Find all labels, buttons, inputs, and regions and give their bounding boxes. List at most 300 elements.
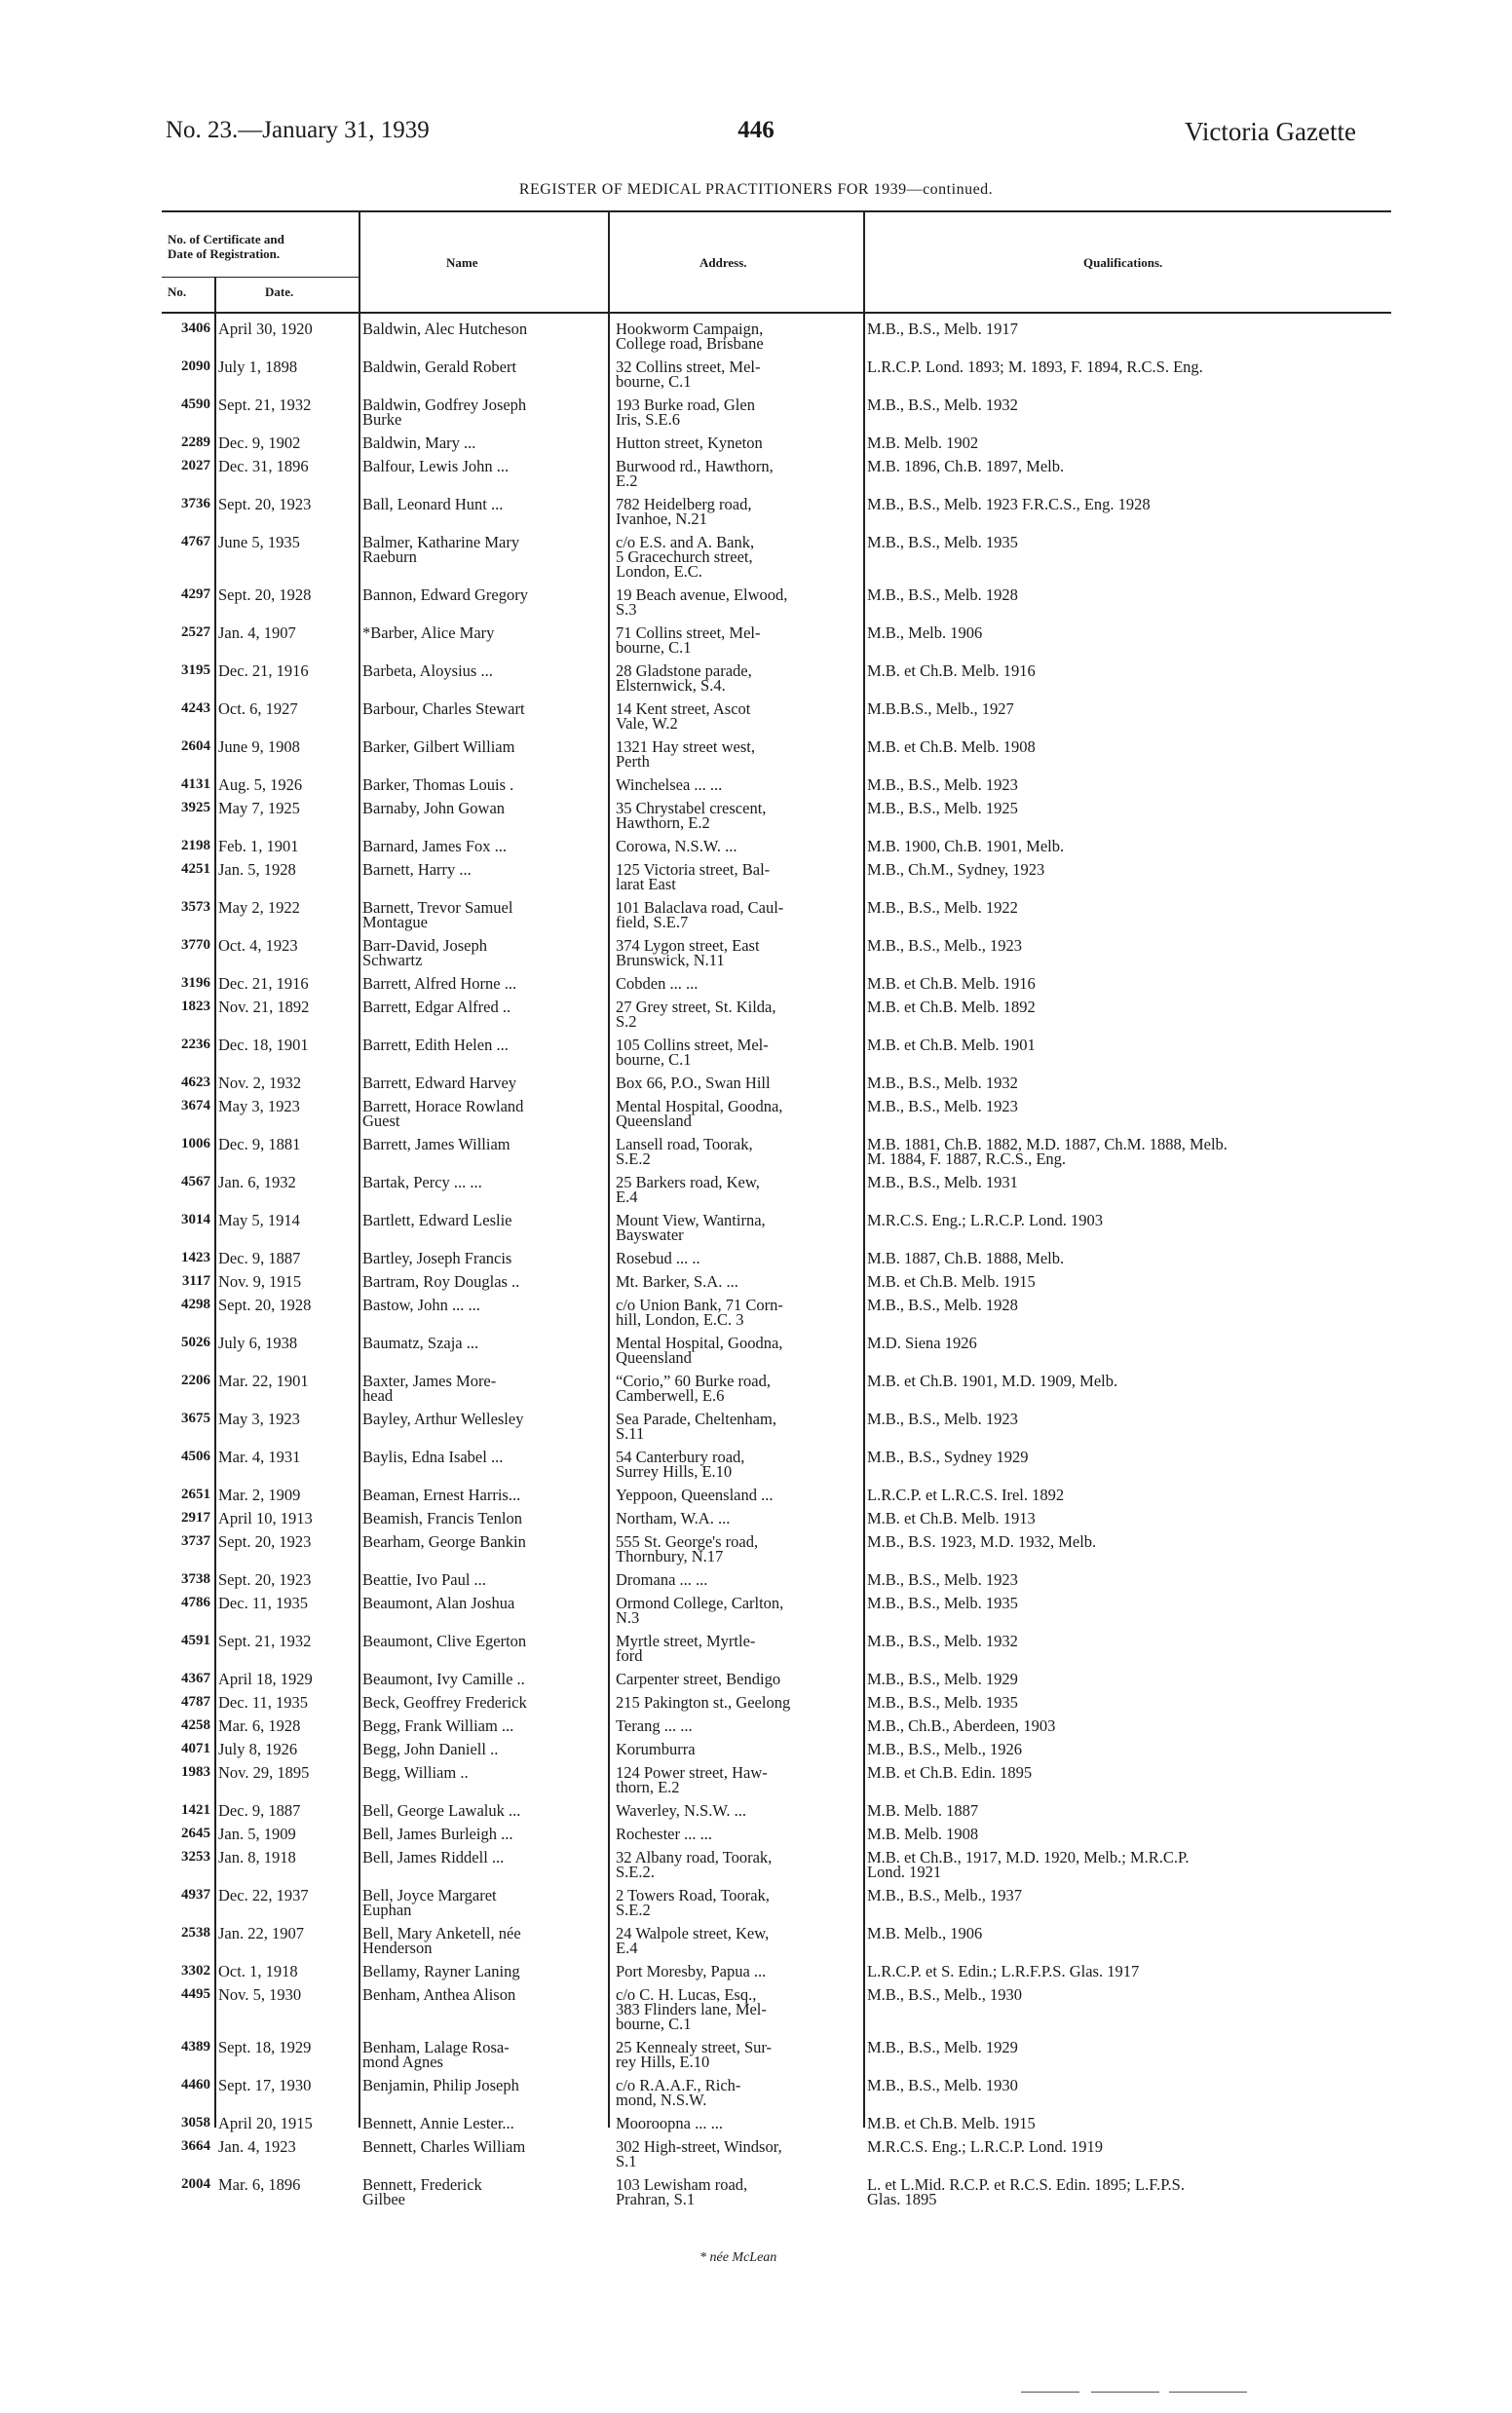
footnote: * née McLean bbox=[699, 2250, 777, 2265]
qualifications: L. et L.Mid. R.C.P. et R.C.S. Edin. 1895; L.F.P.S. Glas. 1895 bbox=[867, 2175, 1185, 2208]
practitioner-name: Beattie, Ivo Paul ... bbox=[362, 1570, 486, 1589]
practitioner-name: Benham, Lalage Rosa- mond Agnes bbox=[362, 2038, 510, 2071]
practitioner-name: Begg, John Daniell .. bbox=[362, 1740, 499, 1758]
qualifications: M.B., B.S., Melb. 1928 bbox=[867, 1296, 1018, 1314]
cert-no: 2604 bbox=[181, 738, 210, 754]
reg-date: Dec. 11, 1935 bbox=[218, 1594, 308, 1612]
reg-date: Jan. 22, 1907 bbox=[218, 1924, 304, 1942]
qualifications: M.B. et Ch.B. 1901, M.D. 1909, Melb. bbox=[867, 1372, 1118, 1390]
cert-no: 3925 bbox=[181, 800, 210, 815]
cert-no: 2027 bbox=[181, 458, 210, 473]
cert-no: 2206 bbox=[181, 1373, 210, 1388]
practitioner-name: Barrett, Alfred Horne ... bbox=[362, 974, 517, 993]
practitioner-name: Benjamin, Philip Joseph bbox=[362, 2076, 519, 2094]
practitioner-name: Baxter, James More- head bbox=[362, 1372, 497, 1405]
address-column-header: Address. bbox=[699, 255, 747, 270]
cert-no: 2236 bbox=[181, 1037, 210, 1052]
practitioner-name: Barr-David, Joseph Schwartz bbox=[362, 936, 487, 969]
qualifications: M.B., B.S., Melb. 1935 bbox=[867, 533, 1018, 551]
qualifications: M.B. et Ch.B. Melb. 1916 bbox=[867, 974, 1036, 993]
cert-no: 4460 bbox=[181, 2077, 210, 2093]
cert-no: 2090 bbox=[181, 358, 210, 374]
practitioner-name: Barnett, Harry ... bbox=[362, 860, 472, 879]
qualifications: M.B., B.S., Melb., 1937 bbox=[867, 1886, 1023, 1904]
cert-no: 4495 bbox=[181, 1986, 210, 2002]
reg-date: Feb. 1, 1901 bbox=[218, 837, 299, 855]
practitioner-name: Baylis, Edna Isabel ... bbox=[362, 1448, 504, 1466]
practitioner-address: Hookworm Campaign, College road, Brisbane bbox=[616, 320, 764, 353]
qualifications: M.B., B.S., Melb., 1926 bbox=[867, 1740, 1023, 1758]
qualifications: M.B. 1900, Ch.B. 1901, Melb. bbox=[867, 837, 1065, 855]
qualifications: M.B., B.S., Melb. 1917 bbox=[867, 320, 1018, 338]
practitioner-name: Baumatz, Szaja ... bbox=[362, 1334, 479, 1352]
practitioner-address: 71 Collins street, Mel- bourne, C.1 bbox=[616, 623, 761, 657]
reg-date: Dec. 9, 1887 bbox=[218, 1801, 301, 1820]
reg-date: Sept. 21, 1932 bbox=[218, 1632, 312, 1650]
date-column-header: Date. bbox=[265, 284, 294, 299]
reg-date: Mar. 6, 1896 bbox=[218, 2175, 301, 2194]
cert-no: 3195 bbox=[181, 662, 210, 678]
qualifications: M.B., B.S., Melb. 1923 bbox=[867, 1410, 1018, 1428]
col-divider-address bbox=[863, 210, 865, 2128]
qualifications: M.B. Melb. 1902 bbox=[867, 434, 979, 452]
table-header-rule bbox=[162, 312, 1391, 314]
practitioner-address: 103 Lewisham road, Prahran, S.1 bbox=[616, 2175, 748, 2208]
practitioner-name: Beamish, Francis Tenlon bbox=[362, 1509, 522, 1527]
cert-no: 4131 bbox=[181, 776, 210, 792]
cert-no: 3674 bbox=[181, 1098, 210, 1113]
cert-no: 4243 bbox=[181, 700, 210, 716]
cert-no: 2527 bbox=[181, 624, 210, 640]
practitioner-address: c/o C. H. Lucas, Esq., 383 Flinders lane, Mel- bourne, C.1 bbox=[616, 1985, 767, 2033]
reg-date: Jan. 5, 1909 bbox=[218, 1825, 296, 1843]
qualifications: M.B., B.S., Melb. 1922 bbox=[867, 898, 1018, 917]
practitioner-name: Barrett, Edward Harvey bbox=[362, 1074, 517, 1092]
practitioner-name: Barrett, Edgar Alfred .. bbox=[362, 998, 511, 1016]
reg-date: Jan. 8, 1918 bbox=[218, 1848, 296, 1866]
reg-date: Nov. 21, 1892 bbox=[218, 998, 310, 1016]
cert-no: 4623 bbox=[181, 1075, 210, 1090]
page-number: 446 bbox=[737, 117, 775, 143]
practitioner-address: 28 Gladstone parade, Elsternwick, S.4. bbox=[616, 661, 752, 695]
practitioner-address: Cobden ... ... bbox=[616, 974, 699, 993]
practitioner-name: Balmer, Katharine Mary Raeburn bbox=[362, 533, 520, 566]
practitioner-name: Bennett, Charles William bbox=[362, 2137, 526, 2156]
practitioner-name: Barnaby, John Gowan bbox=[362, 799, 506, 817]
practitioner-address: Mt. Barker, S.A. ... bbox=[616, 1272, 738, 1291]
practitioner-name: Barker, Thomas Louis . bbox=[362, 775, 514, 794]
cert-no: 3406 bbox=[181, 320, 210, 336]
practitioner-name: Barker, Gilbert William bbox=[362, 737, 515, 756]
reg-date: Aug. 5, 1926 bbox=[218, 775, 303, 794]
reg-date: Nov. 29, 1895 bbox=[218, 1763, 310, 1782]
qualifications: M.B., B.S., Melb. 1935 bbox=[867, 1693, 1018, 1712]
cert-no: 2198 bbox=[181, 838, 210, 853]
practitioner-address: 2 Towers Road, Toorak, S.E.2 bbox=[616, 1886, 770, 1919]
qualifications: M.B. et Ch.B. Melb. 1901 bbox=[867, 1036, 1036, 1054]
practitioner-name: Beck, Geoffrey Frederick bbox=[362, 1693, 527, 1712]
practitioner-address: c/o R.A.A.F., Rich- mond, N.S.W. bbox=[616, 2076, 741, 2109]
qualifications: M.B. et Ch.B. Melb. 1913 bbox=[867, 1509, 1036, 1527]
reg-date: Mar. 4, 1931 bbox=[218, 1448, 301, 1466]
bottom-mark bbox=[1091, 2392, 1159, 2393]
cert-no: 4367 bbox=[181, 1671, 210, 1686]
cert-no: 2651 bbox=[181, 1487, 210, 1502]
qualifications: M.D. Siena 1926 bbox=[867, 1334, 977, 1352]
cert-no: 3302 bbox=[181, 1963, 210, 1979]
reg-date: Dec. 9, 1887 bbox=[218, 1249, 301, 1267]
qualifications: M.B., B.S., Sydney 1929 bbox=[867, 1448, 1029, 1466]
practitioner-name: Bell, James Riddell ... bbox=[362, 1848, 505, 1866]
practitioner-address: Waverley, N.S.W. ... bbox=[616, 1801, 747, 1820]
cert-no: 4937 bbox=[181, 1887, 210, 1903]
cert-no: 2538 bbox=[181, 1925, 210, 1941]
practitioner-name: Bartram, Roy Douglas .. bbox=[362, 1272, 520, 1291]
cert-no: 3253 bbox=[181, 1849, 210, 1865]
practitioner-name: Bastow, John ... ... bbox=[362, 1296, 480, 1314]
qualifications: M.B. et Ch.B. Melb. 1892 bbox=[867, 998, 1036, 1016]
practitioner-address: Winchelsea ... ... bbox=[616, 775, 723, 794]
practitioner-address: 302 High-street, Windsor, S.1 bbox=[616, 2137, 782, 2170]
qualifications: M.B., B.S., Melb., 1930 bbox=[867, 1985, 1023, 2004]
reg-date: Dec. 21, 1916 bbox=[218, 661, 309, 680]
qualifications: M.B., B.S., Melb. 1923 bbox=[867, 1570, 1018, 1589]
reg-date: April 20, 1915 bbox=[218, 2114, 313, 2132]
practitioner-address: 193 Burke road, Glen Iris, S.E.6 bbox=[616, 396, 755, 429]
practitioner-address: Myrtle street, Myrtle- ford bbox=[616, 1632, 756, 1665]
cert-no: 4786 bbox=[181, 1595, 210, 1610]
practitioner-address: Hutton street, Kyneton bbox=[616, 434, 763, 452]
practitioner-name: Baldwin, Godfrey Joseph Burke bbox=[362, 396, 527, 429]
practitioner-address: Mental Hospital, Goodna, Queensland bbox=[616, 1097, 783, 1130]
practitioner-name: Barrett, Edith Helen ... bbox=[362, 1036, 509, 1054]
practitioner-address: Box 66, P.O., Swan Hill bbox=[616, 1074, 771, 1092]
practitioner-address: 27 Grey street, St. Kilda, S.2 bbox=[616, 998, 776, 1031]
qualifications: M.B., B.S., Melb. 1923 bbox=[867, 1097, 1018, 1115]
reg-date: Mar. 6, 1928 bbox=[218, 1716, 301, 1735]
reg-date: Dec. 11, 1935 bbox=[218, 1693, 308, 1712]
practitioner-address: 101 Balaclava road, Caul- field, S.E.7 bbox=[616, 898, 784, 931]
practitioner-name: Barbour, Charles Stewart bbox=[362, 699, 525, 718]
reg-date: May 2, 1922 bbox=[218, 898, 300, 917]
practitioner-name: Balfour, Lewis John ... bbox=[362, 457, 510, 475]
cert-no: 1823 bbox=[181, 999, 210, 1014]
qualifications: M.B., B.S., Melb. 1923 F.R.C.S., Eng. 1928 bbox=[867, 495, 1151, 513]
practitioner-address: 24 Walpole street, Kew, E.4 bbox=[616, 1924, 770, 1957]
qualifications: M.B. Melb. 1887 bbox=[867, 1801, 979, 1820]
qualifications: M.B. 1896, Ch.B. 1897, Melb. bbox=[867, 457, 1065, 475]
qualifications: M.B., B.S., Melb. 1931 bbox=[867, 1173, 1018, 1191]
qualifications: M.R.C.S. Eng.; L.R.C.P. Lond. 1919 bbox=[867, 2137, 1104, 2156]
practitioner-address: 32 Albany road, Toorak, S.E.2. bbox=[616, 1848, 773, 1881]
cert-no: 4591 bbox=[181, 1633, 210, 1648]
cert-no: 4767 bbox=[181, 534, 210, 549]
reg-date: Sept. 18, 1929 bbox=[218, 2038, 312, 2056]
qualifications: M.B. et Ch.B., 1917, M.D. 1920, Melb.; M.R.C.P. Lond. 1921 bbox=[867, 1848, 1190, 1881]
qualifications: M.B. et Ch.B. Melb. 1915 bbox=[867, 2114, 1036, 2132]
practitioner-address: Burwood rd., Hawthorn, E.2 bbox=[616, 457, 774, 490]
reg-date: July 1, 1898 bbox=[218, 358, 298, 376]
practitioner-name: Bartak, Percy ... ... bbox=[362, 1173, 482, 1191]
cert-no: 3664 bbox=[181, 2138, 210, 2154]
qualifications: M.B. Melb., 1906 bbox=[867, 1924, 983, 1942]
reg-date: Nov. 9, 1915 bbox=[218, 1272, 302, 1291]
qualifications: M.B., B.S. 1923, M.D. 1932, Melb. bbox=[867, 1532, 1097, 1551]
practitioner-name: Bartlett, Edward Leslie bbox=[362, 1211, 512, 1229]
reg-date: Jan. 4, 1907 bbox=[218, 623, 296, 642]
practitioner-address: Mooroopna ... ... bbox=[616, 2114, 723, 2132]
reg-date: June 9, 1908 bbox=[218, 737, 300, 756]
practitioner-address: Northam, W.A. ... bbox=[616, 1509, 731, 1527]
reg-date: Dec. 9, 1902 bbox=[218, 434, 301, 452]
reg-date: Oct. 1, 1918 bbox=[218, 1962, 298, 1980]
qualifications: M.B., B.S., Melb. 1929 bbox=[867, 2038, 1018, 2056]
cert-no: 4071 bbox=[181, 1741, 210, 1756]
reg-date: Mar. 2, 1909 bbox=[218, 1486, 301, 1504]
qualifications: M.B., B.S., Melb. 1929 bbox=[867, 1670, 1018, 1688]
practitioner-name: Begg, William .. bbox=[362, 1763, 469, 1782]
cert-no: 5026 bbox=[181, 1335, 210, 1350]
qualifications: M.B., B.S., Melb., 1923 bbox=[867, 936, 1023, 955]
cert-no: 4297 bbox=[181, 586, 210, 602]
cert-no: 3737 bbox=[181, 1533, 210, 1549]
practitioner-address: 125 Victoria street, Bal- larat East bbox=[616, 860, 771, 893]
reg-date: April 30, 1920 bbox=[218, 320, 313, 338]
practitioner-address: 105 Collins street, Mel- bourne, C.1 bbox=[616, 1036, 769, 1069]
practitioner-address: 374 Lygon street, East Brunswick, N.11 bbox=[616, 936, 760, 969]
practitioner-name: Barnett, Trevor Samuel Montague bbox=[362, 898, 513, 931]
qualifications: M.B. Melb. 1908 bbox=[867, 1825, 979, 1843]
bottom-mark bbox=[1021, 2392, 1079, 2393]
practitioner-address: Corowa, N.S.W. ... bbox=[616, 837, 737, 855]
practitioner-name: Beaumont, Alan Joshua bbox=[362, 1594, 515, 1612]
cert-no: 2917 bbox=[181, 1510, 210, 1526]
cert-no: 4389 bbox=[181, 2039, 210, 2055]
practitioner-address: Yeppoon, Queensland ... bbox=[616, 1486, 774, 1504]
practitioner-name: Bennett, Frederick Gilbee bbox=[362, 2175, 482, 2208]
practitioner-address: Sea Parade, Cheltenham, S.11 bbox=[616, 1410, 776, 1443]
reg-date: April 10, 1913 bbox=[218, 1509, 313, 1527]
practitioner-address: 25 Barkers road, Kew, E.4 bbox=[616, 1173, 760, 1206]
cert-no: 1423 bbox=[181, 1250, 210, 1265]
bottom-mark bbox=[1169, 2392, 1247, 2393]
qualifications: M.B. et Ch.B. Melb. 1908 bbox=[867, 737, 1036, 756]
cert-no: 2645 bbox=[181, 1826, 210, 1841]
name-column-header: Name bbox=[446, 255, 478, 270]
practitioner-address: c/o Union Bank, 71 Corn- hill, London, E.C. 3 bbox=[616, 1296, 783, 1329]
practitioner-name: Bell, George Lawaluk ... bbox=[362, 1801, 521, 1820]
practitioner-address: 215 Pakington st., Geelong bbox=[616, 1693, 791, 1712]
practitioner-address: “Corio,” 60 Burke road, Camberwell, E.6 bbox=[616, 1372, 771, 1405]
reg-date: Sept. 21, 1932 bbox=[218, 396, 312, 414]
reg-date: Sept. 20, 1923 bbox=[218, 1532, 312, 1551]
practitioner-name: Bayley, Arthur Wellesley bbox=[362, 1410, 524, 1428]
practitioner-address: 14 Kent street, Ascot Vale, W.2 bbox=[616, 699, 751, 733]
qualifications: M.B., B.S., Melb. 1932 bbox=[867, 1074, 1018, 1092]
cert-no: 1421 bbox=[181, 1802, 210, 1818]
practitioner-address: Port Moresby, Papua ... bbox=[616, 1962, 767, 1980]
qualifications: M.B. 1881, Ch.B. 1882, M.D. 1887, Ch.M. 1888, Melb. M. 1884, F. 1887, R.C.S., Eng. bbox=[867, 1135, 1228, 1168]
certificate-group-header: No. of Certificate and Date of Registration. bbox=[168, 232, 284, 261]
cert-no: 3770 bbox=[181, 937, 210, 953]
issue-number-date: No. 23.—January 31, 1939 bbox=[166, 117, 430, 143]
practitioner-address: 32 Collins street, Mel- bourne, C.1 bbox=[616, 358, 761, 391]
reg-date: Dec. 18, 1901 bbox=[218, 1036, 309, 1054]
reg-date: May 3, 1923 bbox=[218, 1097, 300, 1115]
qualifications: M.B., Ch.M., Sydney, 1923 bbox=[867, 860, 1045, 879]
qualifications: M.B., B.S., Melb. 1928 bbox=[867, 585, 1018, 604]
cert-no: 4258 bbox=[181, 1717, 210, 1733]
qualifications: M.B., B.S., Melb. 1932 bbox=[867, 1632, 1018, 1650]
practitioner-name: Bellamy, Rayner Laning bbox=[362, 1962, 520, 1980]
practitioner-name: Bartley, Joseph Francis bbox=[362, 1249, 512, 1267]
reg-date: June 5, 1935 bbox=[218, 533, 300, 551]
reg-date: April 18, 1929 bbox=[218, 1670, 313, 1688]
practitioner-name: Barnard, James Fox ... bbox=[362, 837, 508, 855]
practitioner-name: Beaumont, Ivy Camille .. bbox=[362, 1670, 525, 1688]
reg-date: Dec. 9, 1881 bbox=[218, 1135, 301, 1153]
qualifications-column-header: Qualifications. bbox=[1083, 255, 1163, 270]
practitioner-address: 782 Heidelberg road, Ivanhoe, N.21 bbox=[616, 495, 752, 528]
practitioner-name: Bannon, Edward Gregory bbox=[362, 585, 528, 604]
practitioner-name: Ball, Leonard Hunt ... bbox=[362, 495, 504, 513]
practitioner-name: Barbeta, Aloysius ... bbox=[362, 661, 493, 680]
practitioner-name: Barrett, Horace Rowland Guest bbox=[362, 1097, 524, 1130]
practitioner-name: Bell, James Burleigh ... bbox=[362, 1825, 513, 1843]
practitioner-name: Benham, Anthea Alison bbox=[362, 1985, 516, 2004]
reg-date: Jan. 6, 1932 bbox=[218, 1173, 296, 1191]
qualifications: M.B., B.S., Melb. 1923 bbox=[867, 775, 1018, 794]
reg-date: Sept. 20, 1923 bbox=[218, 1570, 312, 1589]
cert-no: 3675 bbox=[181, 1411, 210, 1426]
practitioner-name: Bell, Mary Anketell, née Henderson bbox=[362, 1924, 521, 1957]
qualifications: L.R.C.P. Lond. 1893; M. 1893, F. 1894, R.C.S. Eng. bbox=[867, 358, 1203, 376]
practitioner-address: Rochester ... ... bbox=[616, 1825, 712, 1843]
practitioner-name: Baldwin, Mary ... bbox=[362, 434, 476, 452]
cert-no: 2289 bbox=[181, 434, 210, 450]
qualifications: L.R.C.P. et L.R.C.S. Irel. 1892 bbox=[867, 1486, 1065, 1504]
practitioner-address: 555 St. George's road, Thornbury, N.17 bbox=[616, 1532, 759, 1565]
col-divider-name bbox=[608, 210, 610, 2128]
practitioner-address: 25 Kennealy street, Sur- rey Hills, E.10 bbox=[616, 2038, 773, 2071]
qualifications: L.R.C.P. et S. Edin.; L.R.F.P.S. Glas. 1917 bbox=[867, 1962, 1140, 1980]
practitioner-name: Barrett, James William bbox=[362, 1135, 510, 1153]
cert-no: 3014 bbox=[181, 1212, 210, 1227]
practitioner-name: Bearham, George Bankin bbox=[362, 1532, 526, 1551]
col-divider-no bbox=[214, 277, 216, 2128]
publication-title: Victoria Gazette bbox=[1184, 117, 1356, 146]
cert-no: 3573 bbox=[181, 899, 210, 915]
reg-date: Jan. 5, 1928 bbox=[218, 860, 296, 879]
reg-date: Dec. 21, 1916 bbox=[218, 974, 309, 993]
reg-date: Mar. 22, 1901 bbox=[218, 1372, 309, 1390]
cert-no: 3196 bbox=[181, 975, 210, 991]
reg-date: Dec. 31, 1896 bbox=[218, 457, 309, 475]
reg-date: May 7, 1925 bbox=[218, 799, 300, 817]
practitioner-address: 124 Power street, Haw- thorn, E.2 bbox=[616, 1763, 768, 1796]
qualifications: M.B., B.S., Melb. 1935 bbox=[867, 1594, 1018, 1612]
cert-no: 2004 bbox=[181, 2176, 210, 2192]
qualifications: M.B. et Ch.B. Melb. 1915 bbox=[867, 1272, 1036, 1291]
practitioner-name: Bennett, Annie Lester... bbox=[362, 2114, 514, 2132]
cert-no: 4251 bbox=[181, 861, 210, 877]
cert-no: 4298 bbox=[181, 1297, 210, 1312]
qualifications: M.B.B.S., Melb., 1927 bbox=[867, 699, 1014, 718]
practitioner-address: Dromana ... ... bbox=[616, 1570, 708, 1589]
qualifications: M.B. 1887, Ch.B. 1888, Melb. bbox=[867, 1249, 1065, 1267]
practitioner-address: Lansell road, Toorak, S.E.2 bbox=[616, 1135, 753, 1168]
cert-no: 4590 bbox=[181, 396, 210, 412]
reg-date: Nov. 5, 1930 bbox=[218, 1985, 302, 2004]
reg-date: July 8, 1926 bbox=[218, 1740, 298, 1758]
cert-no: 4567 bbox=[181, 1174, 210, 1189]
practitioner-name: Beaman, Ernest Harris... bbox=[362, 1486, 521, 1504]
reg-date: Jan. 4, 1923 bbox=[218, 2137, 296, 2156]
qualifications: M.R.C.S. Eng.; L.R.C.P. Lond. 1903 bbox=[867, 1211, 1104, 1229]
practitioner-address: Terang ... ... bbox=[616, 1716, 693, 1735]
practitioner-address: 35 Chrystabel crescent, Hawthorn, E.2 bbox=[616, 799, 767, 832]
cert-no: 1006 bbox=[181, 1136, 210, 1151]
qualifications: M.B., Melb. 1906 bbox=[867, 623, 983, 642]
reg-date: Oct. 6, 1927 bbox=[218, 699, 298, 718]
practitioner-address: Korumburra bbox=[616, 1740, 696, 1758]
reg-date: May 3, 1923 bbox=[218, 1410, 300, 1428]
qualifications: M.B., B.S., Melb. 1932 bbox=[867, 396, 1018, 414]
qualifications: M.B., B.S., Melb. 1930 bbox=[867, 2076, 1018, 2094]
reg-date: Oct. 4, 1923 bbox=[218, 936, 298, 955]
cert-no: 4787 bbox=[181, 1694, 210, 1710]
reg-date: May 5, 1914 bbox=[218, 1211, 300, 1229]
reg-date: Sept. 20, 1928 bbox=[218, 1296, 312, 1314]
register-title: REGISTER OF MEDICAL PRACTITIONERS FOR 1939—continued. bbox=[518, 181, 994, 198]
practitioner-name: Begg, Frank William ... bbox=[362, 1716, 514, 1735]
qualifications: M.B. et Ch.B. Edin. 1895 bbox=[867, 1763, 1033, 1782]
reg-date: Sept. 17, 1930 bbox=[218, 2076, 312, 2094]
cert-no: 3738 bbox=[181, 1571, 210, 1587]
cert-no: 3736 bbox=[181, 496, 210, 511]
qualifications: M.B. et Ch.B. Melb. 1916 bbox=[867, 661, 1036, 680]
no-column-header: No. bbox=[168, 284, 187, 299]
cert-no: 1983 bbox=[181, 1764, 210, 1780]
practitioner-name: Baldwin, Gerald Robert bbox=[362, 358, 517, 376]
cert-no: 3117 bbox=[181, 1273, 210, 1289]
practitioner-address: Mental Hospital, Goodna, Queensland bbox=[616, 1334, 783, 1367]
cert-subheader-rule bbox=[162, 277, 360, 278]
practitioner-name: Baldwin, Alec Hutcheson bbox=[362, 320, 528, 338]
cert-no: 4506 bbox=[181, 1449, 210, 1464]
practitioner-address: c/o E.S. and A. Bank, 5 Gracechurch street, London, E.C. bbox=[616, 533, 755, 581]
practitioner-address: Ormond College, Carlton, N.3 bbox=[616, 1594, 784, 1627]
practitioner-address: 1321 Hay street west, Perth bbox=[616, 737, 755, 771]
practitioner-address: Carpenter street, Bendigo bbox=[616, 1670, 781, 1688]
practitioner-address: Rosebud ... .. bbox=[616, 1249, 700, 1267]
qualifications: M.B., Ch.B., Aberdeen, 1903 bbox=[867, 1716, 1056, 1735]
qualifications: M.B., B.S., Melb. 1925 bbox=[867, 799, 1018, 817]
table-top-rule bbox=[162, 210, 1391, 212]
reg-date: Sept. 20, 1928 bbox=[218, 585, 312, 604]
practitioner-name: *Barber, Alice Mary bbox=[362, 623, 495, 642]
reg-date: Sept. 20, 1923 bbox=[218, 495, 312, 513]
practitioner-address: 19 Beach avenue, Elwood, S.3 bbox=[616, 585, 788, 619]
cert-no: 3058 bbox=[181, 2115, 210, 2130]
reg-date: July 6, 1938 bbox=[218, 1334, 298, 1352]
practitioner-address: 54 Canterbury road, Surrey Hills, E.10 bbox=[616, 1448, 745, 1481]
reg-date: Nov. 2, 1932 bbox=[218, 1074, 302, 1092]
practitioner-address: Mount View, Wantirna, Bayswater bbox=[616, 1211, 766, 1244]
reg-date: Dec. 22, 1937 bbox=[218, 1886, 309, 1904]
practitioner-name: Bell, Joyce Margaret Euphan bbox=[362, 1886, 497, 1919]
practitioner-name: Beaumont, Clive Egerton bbox=[362, 1632, 527, 1650]
